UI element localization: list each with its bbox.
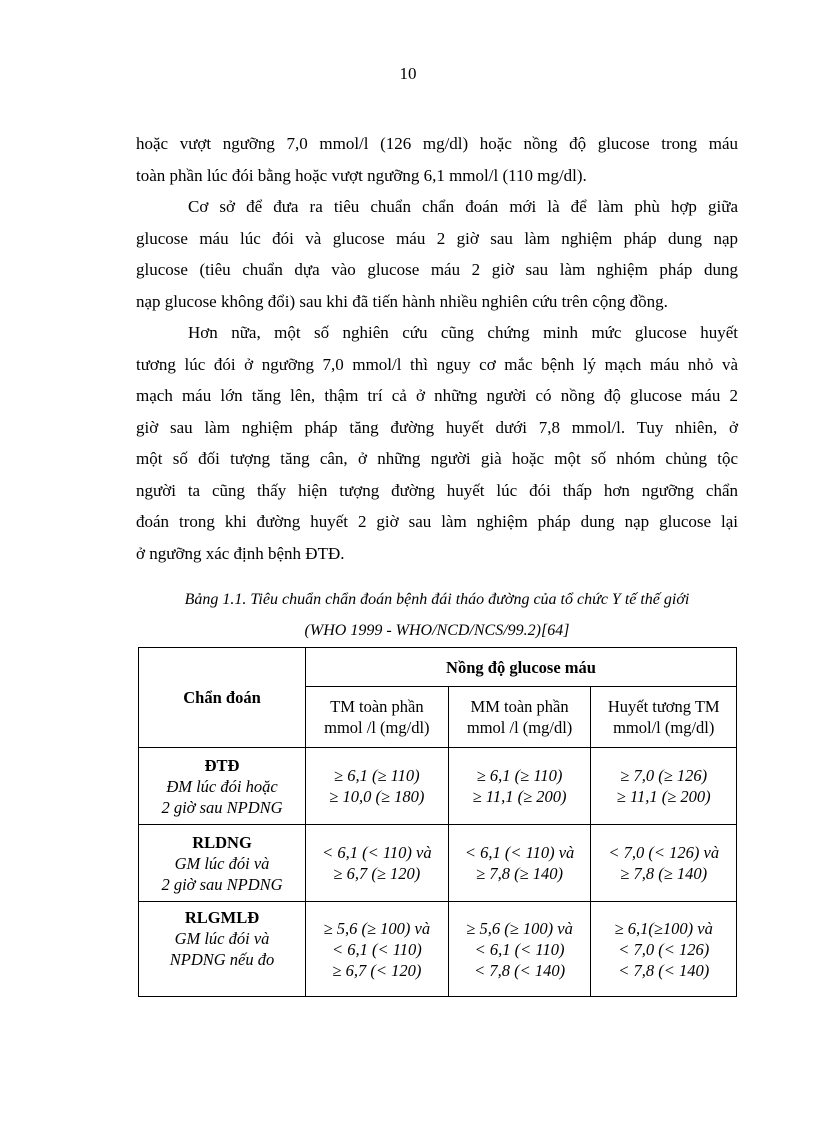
header-venous-plasma: Huyết tương TM mmol/l (mg/dl) [591,687,737,748]
paragraph-line: toàn phần lúc đói bằng hoặc vượt ngưỡng 6,1 mmol/l (110 mg/dl). [136,165,587,185]
header-glucose-concentration: Nồng độ glucose máu [306,648,737,687]
header-capillary-whole-blood: MM toàn phần mmol /l (mg/dl) [448,687,591,748]
paragraph-line: glucose (tiêu chuẩn dựa vào glucose máu 2 giờ sau làm nghiệm pháp dung [136,260,738,279]
paragraph-line: glucose máu lúc đói và glucose máu 2 giờ sau làm nghiệm pháp dung nạp [136,228,738,248]
table-cell: ≥ 5,6 (≥ 100) và < 6,1 (< 110) < 7,8 (< 140) [448,902,591,997]
paragraph-line: hoặc vượt ngưỡng 7,0 mmol/l (126 mg/dl) hoặc nồng độ glucose trong máu [136,134,738,153]
paragraph-line: nạp glucose không đổi) sau khi đã tiến hành nhiều nghiên cứu trên cộng đồng. [136,291,668,311]
table-cell: ≥ 6,1 (≥ 110) ≥ 11,1 (≥ 200) [448,748,591,825]
table-row [139,825,737,902]
table-row [139,902,737,997]
body-text [136,128,738,569]
paragraph-line: Cơ sở để đưa ra tiêu chuẩn chẩn đoán mới là để làm phù hợp giữa [188,197,738,216]
table-cell: ≥ 6,1(≥100) và < 7,0 (< 126) < 7,8 (< 140) [591,902,737,997]
paragraph-line: tương lúc đói ở ngưỡng 7,0 mmol/l thì nguy cơ mắc bệnh lý mạch máu nhỏ và [136,354,738,374]
table-row [139,748,737,825]
table-cell: < 6,1 (< 110) và ≥ 7,8 (≥ 140) [448,825,591,902]
table-cell: ≥ 6,1 (≥ 110) ≥ 10,0 (≥ 180) [306,748,449,825]
table-cell: ≥ 7,0 (≥ 126) ≥ 11,1 (≥ 200) [591,748,737,825]
diagnostic-criteria-table [138,647,737,997]
table-cell: < 7,0 (< 126) và ≥ 7,8 (≥ 140) [591,825,737,902]
header-diagnosis: Chẩn đoán [139,648,306,748]
paragraph-line: mạch máu lớn tăng lên, thậm trí cả ở những người có nồng độ glucose máu 2 [136,386,738,405]
caption-line: (WHO 1999 - WHO/NCD/NCS/99.2)[64] [304,622,570,639]
header-venous-whole-blood: TM toàn phần mmol /l (mg/dl) [306,687,449,748]
paragraph-line: đoán trong khi đường huyết 2 giờ sau làm nghiệm pháp dung nạp glucose lại [136,512,738,531]
table-cell: ≥ 5,6 (≥ 100) và < 6,1 (< 110) ≥ 6,7 (< 120) [306,902,449,997]
paragraph-line: một số đối tượng tăng cân, ở những người già hoặc một số nhóm chủng tộc [136,449,738,468]
table-caption [136,584,738,646]
page-number: 10 [399,64,417,83]
row-label: RLGMLĐ GM lúc đói và NPDNG nếu đo [139,902,306,997]
paragraph-line: người ta cũng thấy hiện tượng đường huyết lúc đói thấp hơn ngưỡng chẩn [136,480,738,500]
paragraph-line: ở ngưỡng xác định bệnh ĐTĐ. [136,543,345,563]
table-cell: < 6,1 (< 110) và ≥ 6,7 (≥ 120) [306,825,449,902]
row-label: ĐTĐ ĐM lúc đói hoặc 2 giờ sau NPDNG [139,748,306,825]
paragraph-line: giờ sau làm nghiệm pháp tăng đường huyết dưới 7,8 mmol/l. Tuy nhiên, ở [136,417,738,437]
paragraph-line: Hơn nữa, một số nghiên cứu cũng chứng minh mức glucose huyết [188,323,738,342]
caption-line: Bảng 1.1. Tiêu chuẩn chẩn đoán bệnh đái tháo đường của tổ chức Y tế thế giới [184,591,690,608]
row-label: RLDNG GM lúc đói và 2 giờ sau NPDNG [139,825,306,902]
